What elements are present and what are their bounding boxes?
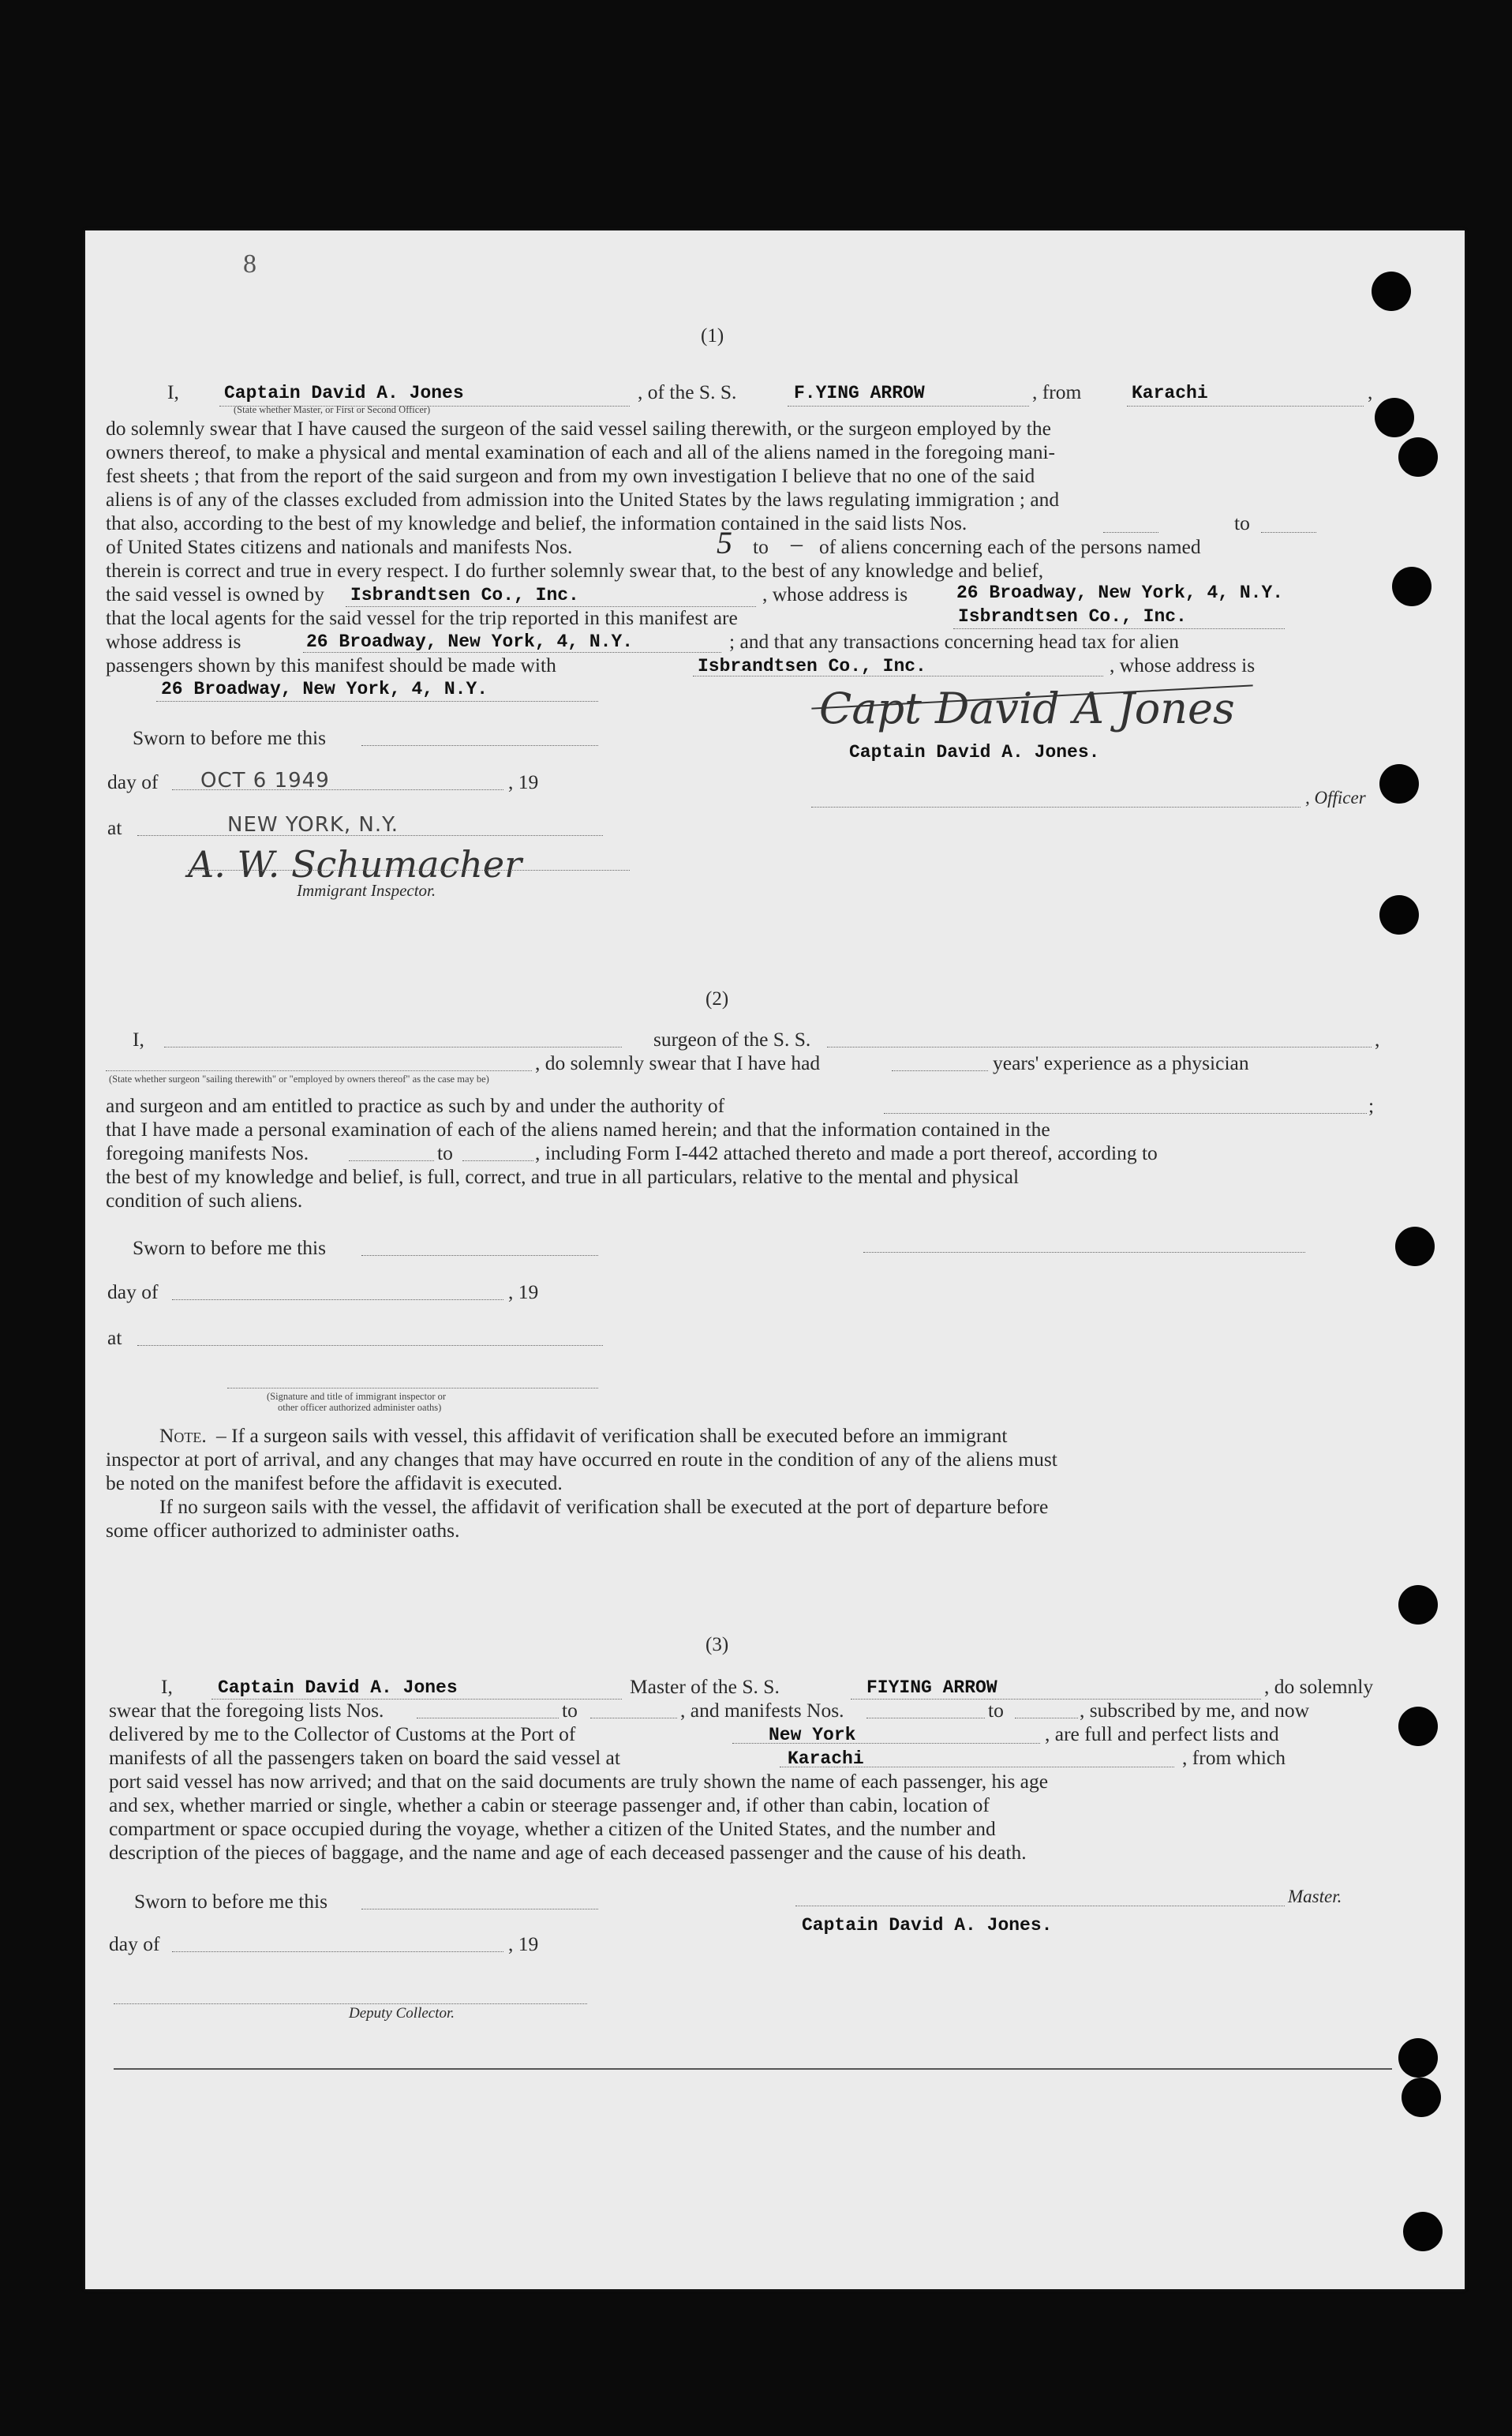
manifest-no-to: –	[791, 530, 803, 557]
punch-hole	[1398, 1707, 1438, 1746]
s1-of-ss: , of the S. S.	[638, 380, 737, 403]
master-typed-name: Captain David A. Jones.	[802, 1915, 1053, 1936]
vessel-name: F.YING ARROW	[794, 383, 925, 403]
departure-port-3: Karachi	[788, 1748, 864, 1769]
punch-hole	[1392, 567, 1432, 606]
owner-address: 26 Broadway, New York, 4, N.Y.	[956, 583, 1284, 603]
punch-hole	[1398, 437, 1438, 477]
arrival-port: New York	[769, 1725, 856, 1745]
note-label: Note.	[159, 1424, 207, 1447]
departure-port: Karachi	[1132, 383, 1208, 403]
officer-label: , Officer	[1305, 788, 1366, 808]
punch-hole	[1395, 1227, 1435, 1266]
manifest-no-from: 5	[717, 525, 732, 560]
punch-hole	[1379, 895, 1419, 935]
officer-name: Captain David A. Jones	[224, 383, 464, 403]
agents-address: 26 Broadway, New York, 4, N.Y.	[306, 631, 634, 652]
officer-signature: Capt David A Jones	[819, 684, 1235, 733]
s1-from: , from	[1032, 380, 1082, 403]
header-mark: 8	[243, 249, 256, 279]
master-name: Captain David A. Jones	[218, 1677, 458, 1698]
date-stamp: OCT 6 1949	[200, 769, 330, 793]
punch-hole	[1402, 2078, 1441, 2117]
vessel-name-3: FIYING ARROW	[866, 1677, 997, 1698]
headtax-name: Isbrandtsen Co., Inc.	[698, 656, 926, 676]
collector-label: Deputy Collector.	[349, 2005, 455, 2022]
owner-name: Isbrandtsen Co., Inc.	[350, 585, 579, 605]
punch-hole	[1403, 2212, 1443, 2251]
inspector-signature: A. W. Schumacher	[188, 843, 522, 886]
punch-hole	[1379, 764, 1419, 804]
section-2-number: (2)	[705, 988, 729, 1010]
section-1-number: (1)	[701, 325, 724, 347]
headtax-address: 26 Broadway, New York, 4, N.Y.	[161, 679, 488, 699]
agents-name: Isbrandtsen Co., Inc.	[958, 606, 1187, 627]
section-3-number: (3)	[705, 1634, 729, 1655]
punch-hole	[1372, 272, 1411, 311]
punch-hole	[1398, 1585, 1438, 1625]
officer-hint: (State whether Master, or First or Second Officer)	[234, 404, 431, 415]
master-label: Master.	[1288, 1887, 1342, 1906]
manifest-page: 8 (1) I, Captain David A. Jones , of the S. S. F.YING ARROW , from Karachi , (State whether Master, or First or Second Officer) do solemnly swear that I have caused the surgeon of the said vessel sailing therewith, or the surgeon employed by the owners thereof, to make a physical and mental examination of each and all of the aliens named in the foregoing mani- fest sheets ; that from the report of the said surgeon and from my own investigation I believe that no one of the said aliens is of any of the classes excluded from admission into the United States by the laws regulating immigration ; and that also, according to the best of my knowledge and belief, the information contained in the said lists Nos. to of United States citizens and nationals and manifests Nos. 5 to – of aliens concerning each of the persons named therein is correct and true in every respect. I do further solemnly swear that, to the best of any knowledge and belief, the said vessel is owned by Isbrandtsen Co., Inc. , whose address is 26 Broadway, New York, 4, N.Y. that the local agents for the said vessel for the trip reported in this manifest are Isbrandtsen Co., Inc. whose address is 26 Broadway, New York, 4, N.Y. ; and that any transactions concerning head tax for alien passengers shown by this manifest should be made with Isbrandtsen Co., Inc. , whose address is 26 Broadway, New York, 4, N.Y. Sworn to before me this day of OCT 6 1949 , 19 at NEW YORK, N.Y. Capt David A Jones Captain David A. Jones. , Officer A. W. Schumacher Immigrant Inspector. (2) I, surgeon of the S. S. , , do solemnly swear that I have had years' experience as a physician (State whether surgeon "sailing therewith" or "employed by owners thereof" as the case may be) and surgeon and am entitled to practice as such by and under the authority of ; that I have made a personal examination of each of the aliens named herein; and that the information contained in the foregoing manifests Nos. to , including Form I-442 attached thereto and made a port thereof, according to the best of my knowledge and belief, is full, correct, and true in all particulars, relative to the mental and physical condition of such aliens. Sworn to before me this day of , 19 at (Signature and title of immigrant inspector or other officer authorized administer oaths) Note. – If a surgeon sails with vessel, this affidavit of verification shall be executed before an immigrant inspector at port of arrival, and any changes that may have occurred en route in the condition of any of the aliens must be noted on the manifest before the affidavit is executed. If no surgeon sails with the vessel, the affidavit of verification shall be executed at the port of departure before some officer authorized to administer oaths. (3) I, Captain David A. Jones Master of the S. S. FIYING ARROW , do solemnly swear that the foregoing lists Nos. to , and manifests Nos. to , subscribed by me, and now delivered by me to the Collector of Customs at the Port of New York , are full and perfect lists and manifests of all the passengers taken on board the said vessel at Karachi , from which port said vessel has now arrived; and that on the said documents are truly shown the name of each passenger, his age and sex, whether married or single, whether a cabin or steerage passenger and, if other than cabin, location of compartment or space occupied during the voyage, whether a citizen of the United States, and the number and description of the pieces of baggage, and the name and age of each deceased passenger and the cause of his death. Sworn to before me this Master. Captain David A. Jones. day of , 19 Deputy Collector.	[85, 230, 1465, 2289]
punch-hole	[1375, 398, 1414, 437]
surgeon-hint: (State whether surgeon "sailing therewith" or "employed by owners thereof" as the case may be)	[109, 1074, 489, 1085]
inspector-label: Immigrant Inspector.	[297, 881, 436, 900]
place-stamp: NEW YORK, N.Y.	[227, 813, 399, 837]
officer-typed-name: Captain David A. Jones.	[849, 742, 1100, 763]
s1-i: I,	[167, 380, 179, 403]
punch-hole	[1398, 2038, 1438, 2078]
